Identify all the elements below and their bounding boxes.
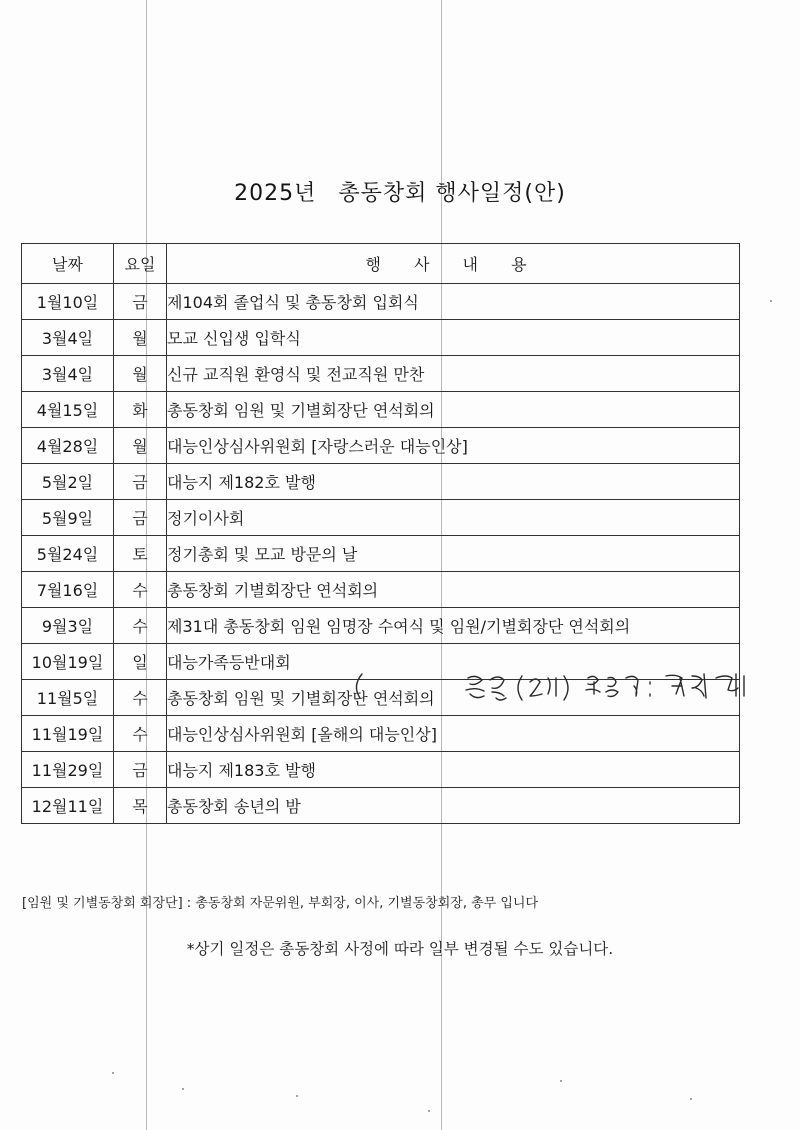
row-day: 수	[114, 716, 167, 752]
row-event: 제104회 졸업식 및 총동창회 입회식	[167, 284, 740, 320]
scan-speck	[560, 1080, 562, 1082]
row-date: 11월19일	[22, 716, 114, 752]
row-date: 3월4일	[22, 320, 114, 356]
row-date: 11월29일	[22, 752, 114, 788]
row-date: 4월28일	[22, 428, 114, 464]
row-event: 총동창회 기별회장단 연석회의	[167, 572, 740, 608]
row-date: 4월15일	[22, 392, 114, 428]
table-row	[22, 428, 740, 464]
table-row	[22, 608, 740, 644]
table-row	[22, 752, 740, 788]
scan-speck	[428, 1110, 430, 1112]
table-header-row	[22, 244, 740, 284]
row-day: 수	[114, 680, 167, 716]
row-event: 대능지 제182호 발행	[167, 464, 740, 500]
page-title	[0, 176, 800, 207]
row-day: 목	[114, 788, 167, 824]
row-day: 월	[114, 356, 167, 392]
row-date: 7월16일	[22, 572, 114, 608]
scan-speck	[770, 300, 772, 302]
table-row	[22, 788, 740, 824]
header-event: 행 사 내 용	[167, 244, 740, 284]
table-row	[22, 500, 740, 536]
row-date: 5월24일	[22, 536, 114, 572]
row-event: 모교 신입생 입학식	[167, 320, 740, 356]
table-row	[22, 320, 740, 356]
row-date: 3월4일	[22, 356, 114, 392]
row-date: 5월9일	[22, 500, 114, 536]
row-day: 수	[114, 572, 167, 608]
row-event: 총동창회 임원 및 기별회장단 연석회의	[167, 392, 740, 428]
row-date: 5월2일	[22, 464, 114, 500]
handwritten-annotation	[350, 668, 770, 708]
row-date: 9월3일	[22, 608, 114, 644]
row-event: 정기총회 및 모교 방문의 날	[167, 536, 740, 572]
scan-speck	[112, 1072, 114, 1074]
row-event: 총동창회 송년의 밤	[167, 788, 740, 824]
disclaimer: *상기 일정은 총동창회 사정에 따라 일부 변경될 수도 있습니다.	[186, 940, 614, 958]
row-day: 수	[114, 608, 167, 644]
table-row	[22, 464, 740, 500]
row-date: 11월5일	[22, 680, 114, 716]
table-row	[22, 284, 740, 320]
row-date: 10월19일	[22, 644, 114, 680]
row-date: 1월10일	[22, 284, 114, 320]
row-event: 대능인상심사위원회 [올해의 대능인상]	[167, 716, 740, 752]
table-row	[22, 572, 740, 608]
row-event: 신규 교직원 환영식 및 전교직원 만찬	[167, 356, 740, 392]
row-day: 금	[114, 500, 167, 536]
table-row	[22, 356, 740, 392]
footnote: [임원 및 기별동창회 회장단] : 총동창회 자문위원, 부회장, 이사, 기별동창회장, 총무 입니다	[22, 896, 539, 911]
title-main: 총동창회 행사일정(안)	[338, 181, 566, 206]
row-day: 금	[114, 284, 167, 320]
row-day: 월	[114, 428, 167, 464]
row-event: 대능가족등반대회	[167, 644, 740, 680]
scan-speck	[690, 1098, 692, 1100]
row-event: 대능인상심사위원회 [자랑스러운 대능인상]	[167, 428, 740, 464]
scan-speck	[296, 1095, 298, 1097]
header-day: 요일	[114, 244, 167, 284]
row-event: 대능지 제183호 발행	[167, 752, 740, 788]
row-day: 금	[114, 464, 167, 500]
row-day: 월	[114, 320, 167, 356]
row-event: 정기이사회	[167, 500, 740, 536]
schedule-table	[21, 243, 740, 824]
table-row	[22, 392, 740, 428]
row-day: 토	[114, 536, 167, 572]
scan-speck	[182, 1088, 184, 1090]
title-year: 2025년	[234, 181, 317, 206]
header-date: 날짜	[22, 244, 114, 284]
table-row	[22, 536, 740, 572]
row-day: 일	[114, 644, 167, 680]
row-date: 12월11일	[22, 788, 114, 824]
table-row	[22, 716, 740, 752]
row-event: 제31대 총동창회 임원 임명장 수여식 및 임원/기별회장단 연석회의	[167, 608, 740, 644]
row-day: 금	[114, 752, 167, 788]
row-day: 화	[114, 392, 167, 428]
row-event: 총동창회 임원 및 기별회장단 연석회의	[167, 680, 740, 716]
